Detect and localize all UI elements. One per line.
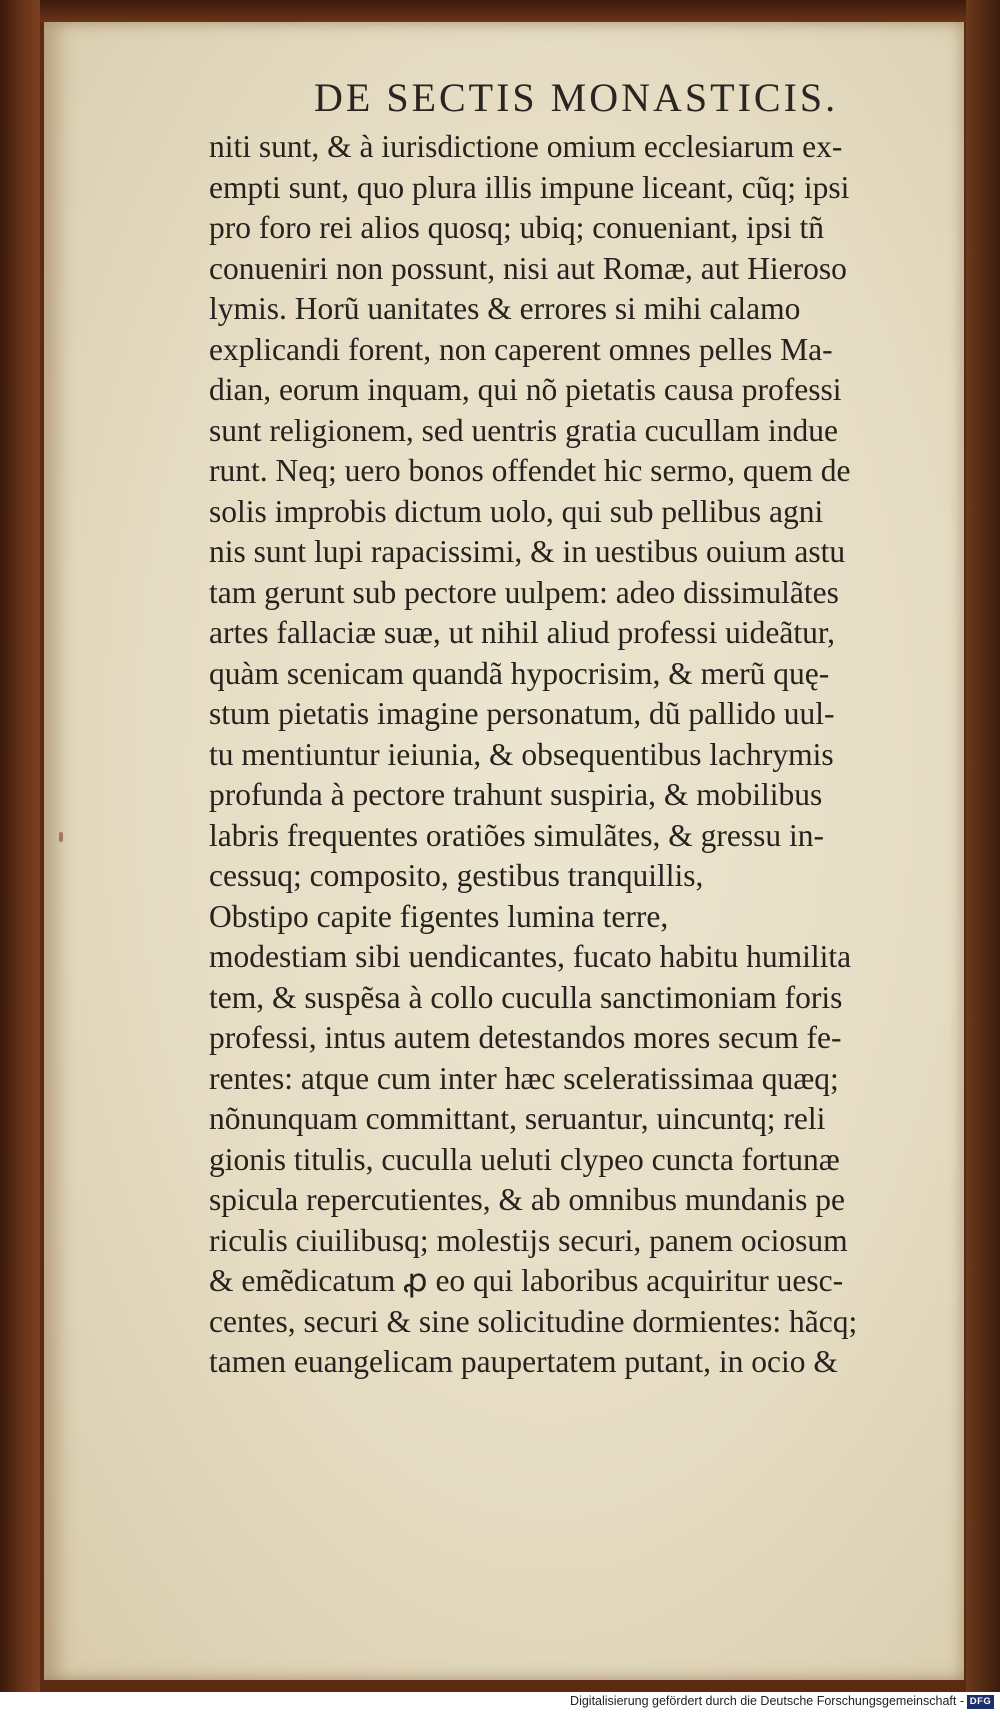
text-line: professi, intus autem detestandos mores secum fe- — [209, 1020, 842, 1055]
text-line: gionis titulis, cuculla ueluti clypeo cuncta fortunæ — [209, 1141, 840, 1177]
text-line: Obstipo capite figentes lumina terre, — [209, 898, 669, 934]
page-text-block — [209, 127, 1000, 1383]
footer-credit: Digitalisierung gefördert durch die Deutsche Forschungsgemeinschaft - — [570, 1694, 964, 1708]
text-line: stum pietatis imagine personatum, dũ pallido uul- — [209, 696, 835, 731]
text-line: quàm scenicam quandã hypocrisim, & merũ quę- — [209, 655, 830, 691]
text-line: & emẽdicatum ꝓ eo qui laboribus acquiritur uesc- — [209, 1263, 844, 1298]
text-line: tu mentiuntur ieiunia, & obsequentibus lachrymis — [209, 736, 834, 772]
text-line: profunda à pectore trahunt suspiria, & mobilibus — [209, 777, 823, 812]
text-line: nis sunt lupi rapacissimi, & in uestibus ouium astu — [209, 534, 846, 569]
dfg-logo: DFG — [967, 1695, 994, 1709]
text-line: centes, securi & sine solicitudine dormientes: hãcq; — [209, 1303, 858, 1339]
text-line: cessuq; composito, gestibus tranquillis, — [209, 858, 704, 893]
text-line: tem, & suspẽsa à collo cuculla sanctimoniam foris — [209, 979, 843, 1015]
text-line: sunt religionem, sed uentris gratia cucullam indue — [209, 412, 838, 448]
binding-edge-top — [0, 0, 1000, 22]
text-line: runt. Neq; uero bonos offendet hic sermo, quem de — [209, 453, 851, 488]
text-line: solis improbis dictum uolo, qui sub pellibus agni — [209, 493, 824, 529]
text-line: modestiam sibi uendicantes, fucato habitu humilita — [209, 939, 852, 974]
text-line: nõnunquam committant, seruantur, uincuntq; reli — [209, 1101, 826, 1136]
text-line: empti sunt, quo plura illis impune liceant, cũq; ipsi — [209, 169, 850, 205]
text-line: pro foro rei alios quosq; ubiq; conueniant, ipsi tñ — [209, 210, 825, 245]
text-line: lymis. Horũ uanitates & errores si mihi calamo — [209, 291, 801, 326]
text-line: dian, eorum inquam, qui nõ pietatis causa professi — [209, 372, 842, 407]
paper-stain — [59, 832, 63, 842]
book-page — [44, 22, 964, 1680]
text-line: artes fallaciæ suæ, ut nihil aliud professi uideãtur, — [209, 615, 835, 650]
running-head: DE SECTIS MONASTICIS. — [314, 75, 839, 120]
text-line: tamen euangelicam paupertatem putant, in ocio & — [209, 1344, 838, 1379]
text-line: tam gerunt sub pectore uulpem: adeo dissimulãtes — [209, 574, 839, 610]
text-line: labris frequentes oratiões simulãtes, & gressu in- — [209, 817, 824, 853]
text-line: rentes: atque cum inter hæc sceleratissimaa quæq; — [209, 1060, 839, 1096]
text-line: spicula repercutientes, & ab omnibus mundanis pe — [209, 1182, 845, 1217]
text-line: conueniri non possunt, nisi aut Romæ, aut Hieroso — [209, 250, 847, 286]
text-line: explicandi forent, non caperent omnes pelles Ma- — [209, 331, 833, 367]
text-line: riculis ciuilibusq; molestijs securi, panem ociosum — [209, 1222, 848, 1258]
text-line: niti sunt, & à iurisdictione omium ecclesiarum ex- — [209, 129, 843, 164]
binding-edge-left — [0, 0, 40, 1692]
